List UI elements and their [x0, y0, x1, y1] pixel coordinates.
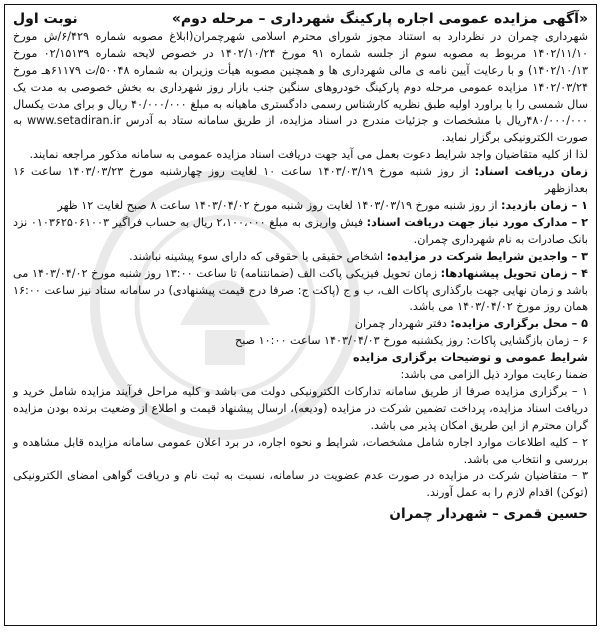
condition-3: ۳ – متقاضیان شرکت در مزایده در صورت عدم عضویت در سامانه، نسبت به ثبت نام و دریافت گواهی امضای الکترونیکی (توکن) اقدام لازم را به عمل آورند.: [13, 469, 588, 500]
notice-content: [13, 11, 588, 621]
receipt-text: از روز شنبه مورخ ۱۴۰۳/۰۳/۱۹ ساعت ۱۰ لغایت روز چهارشنبه مورخ ۱۴۰۳/۰۳/۲۳ ساعت ۱۶ بعدازظهر: [13, 165, 588, 196]
visit-item: [13, 198, 588, 215]
delivery-label: ۴ – زمان تحویل پیشنهادها:: [440, 266, 589, 280]
notice-header: [13, 11, 588, 28]
signature: حسین قمری – شهردار چمران: [389, 506, 588, 523]
receipt-label: زمان دریافت اسناد:: [474, 165, 588, 179]
eligibility-label: ۳ – واجدین شرایط شرکت در مزایده:: [386, 249, 588, 263]
eligibility-text: اشخاص حقیقی یا حقوقی که دارای سوء پیشینه نباشند.: [129, 249, 387, 263]
venue-label: ۵ – محل برگزاری مزایده:: [450, 317, 588, 331]
conditions-title: شرایط عمومی و توضیحات برگزاری مزایده: [352, 351, 588, 365]
notice-title: «آگهی مزایده عمومی اجاره پارکینگ شهرداری – مرحله دوم»: [171, 11, 588, 27]
docs-label: ۲ – مدارک مورد نیاز جهت دریافت اسناد:: [366, 215, 588, 229]
delivery-item: [13, 266, 588, 317]
venue-item: [13, 316, 588, 333]
venue-text: دفتر شهردار چمران: [354, 317, 451, 331]
docs-text: فیش واریزی به مبلغ ۲،۱۰۰،۰۰۰ ریال به حساب فراگیر ۰۱۰۳۶۲۵۰۶۱۰۰۳ نزد بانک صادرات به نام شهرداری چمران.: [13, 215, 588, 246]
receipt-item: [13, 164, 588, 198]
docs-item: [13, 215, 588, 249]
notice-turn: نوبت اول: [13, 11, 78, 27]
conditions-note: ضمنا رعایت موارد ذیل الزامی می باشد:: [400, 368, 588, 382]
visit-label: ۱ – زمان بازدید:: [501, 198, 588, 212]
visit-text: از روز شنبه مورخ ۱۴۰۳/۰۳/۱۹ لغایت روز شنبه مورخ ۱۴۰۳/۰۴/۰۲ ساعت ۸ صبح لغایت ۱۲ ظهر: [57, 198, 502, 212]
opening-item: ۶ – زمان بازگشایی پاکات: روز یکشنبه مورخ ۱۴۰۳/۰۴/۰۳ ساعت ۱۰:۰۰ صبح: [235, 334, 588, 348]
notice-frame: [4, 4, 597, 626]
condition-2: ۲ – کلیه اطلاعات موارد اجاره شامل مشخصات، شرایط و نحوه اجاره، در برد اعلان عمومی سامانه مزایده قابل مشاهده و بررسی و انتخاب می باشد.: [13, 435, 588, 466]
delivery-text: زمان تحویل فیزیکی پاکت الف (ضمانتنامه) تا ساعت ۱۳:۰۰ روز شنبه مورخ ۱۴۰۳/۰۴/۰۲ می باشد و زمان نهایی جهت بارگذاری پاکات الف، ب و ج (پاکت ج: صرفا درج قیمت پیشنهادی) در سامانه ستاد نیز ساعت ۱۶:۰۰ همان روز مورخ ۱۴۰۳/۰۴/۰۲ می باشد.: [13, 266, 588, 314]
intro-paragraph: شهرداری چمران در نظردارد به استناد مجوز شورای محترم اسلامی شهرچمران(ابلاغ مصوبه شماره ۶/۴۲۹/ش مورخ ۱۴۰۲/۱۱/۱۰ مربوط به مصوبه سوم از جلسه شماره ۹۱ مورخ ۱۴۰۲/۱۰/۲۴ در خصوص لایحه شماره ۰۲/۱۵۱۳۹ مورخ ۱۴۰۲/۱۰/۱۳) و با رعایت آیین نامه ی مالی شهرداری ها و همچنین مصوبه هیأت وزیران به شماره ۵۰۰۴۸/ت ۶۱۱۷۹هـ مورخ ۱۴۰۲/۰۳/۲۴ مزایده عمومی مرحله دوم پارکینگ خودروهای سنگین جنب بازار روز شهرداری به بخش خصوصی به مدت یک سال شمسی را با براورد اولیه طبق نظریه کارشناس رسمی دادگستری ماهیانه به مبلغ ۴۰/۰۰۰/۰۰۰ ریال و برای مدت یکسال ۴۸۰/۰۰۰/۰۰۰ریال با مشخصات و جزئیات مندرج در اسناد مزایده، از طریق سامانه ستاد به آدرس www.setadiran.ir به صورت الکترونیکی برگزار نماید.: [13, 29, 589, 145]
invite-paragraph: لذا از کلیه متقاضیان واجد شرایط دعوت بعمل می آید جهت دریافت اسناد مزایده عمومی به سامانه مذکور مراجعه نمایند.: [29, 148, 588, 162]
eligibility-item: [13, 249, 588, 266]
condition-1: ۱ – برگزاری مزایده صرفا از طریق سامانه تدارکات الکترونیکی دولت می باشد و کلیه مراحل فرآیند مزایده شامل خرید و دریافت اسناد مزایده، پرداخت تضمین شرکت در مزایده (ودیعه)، ارسال پیشنهاد قیمت و اطلاع از وضعیت برنده بودن مزایده گران محترم از این طریق امکان پذیر می باشد.: [13, 384, 588, 432]
